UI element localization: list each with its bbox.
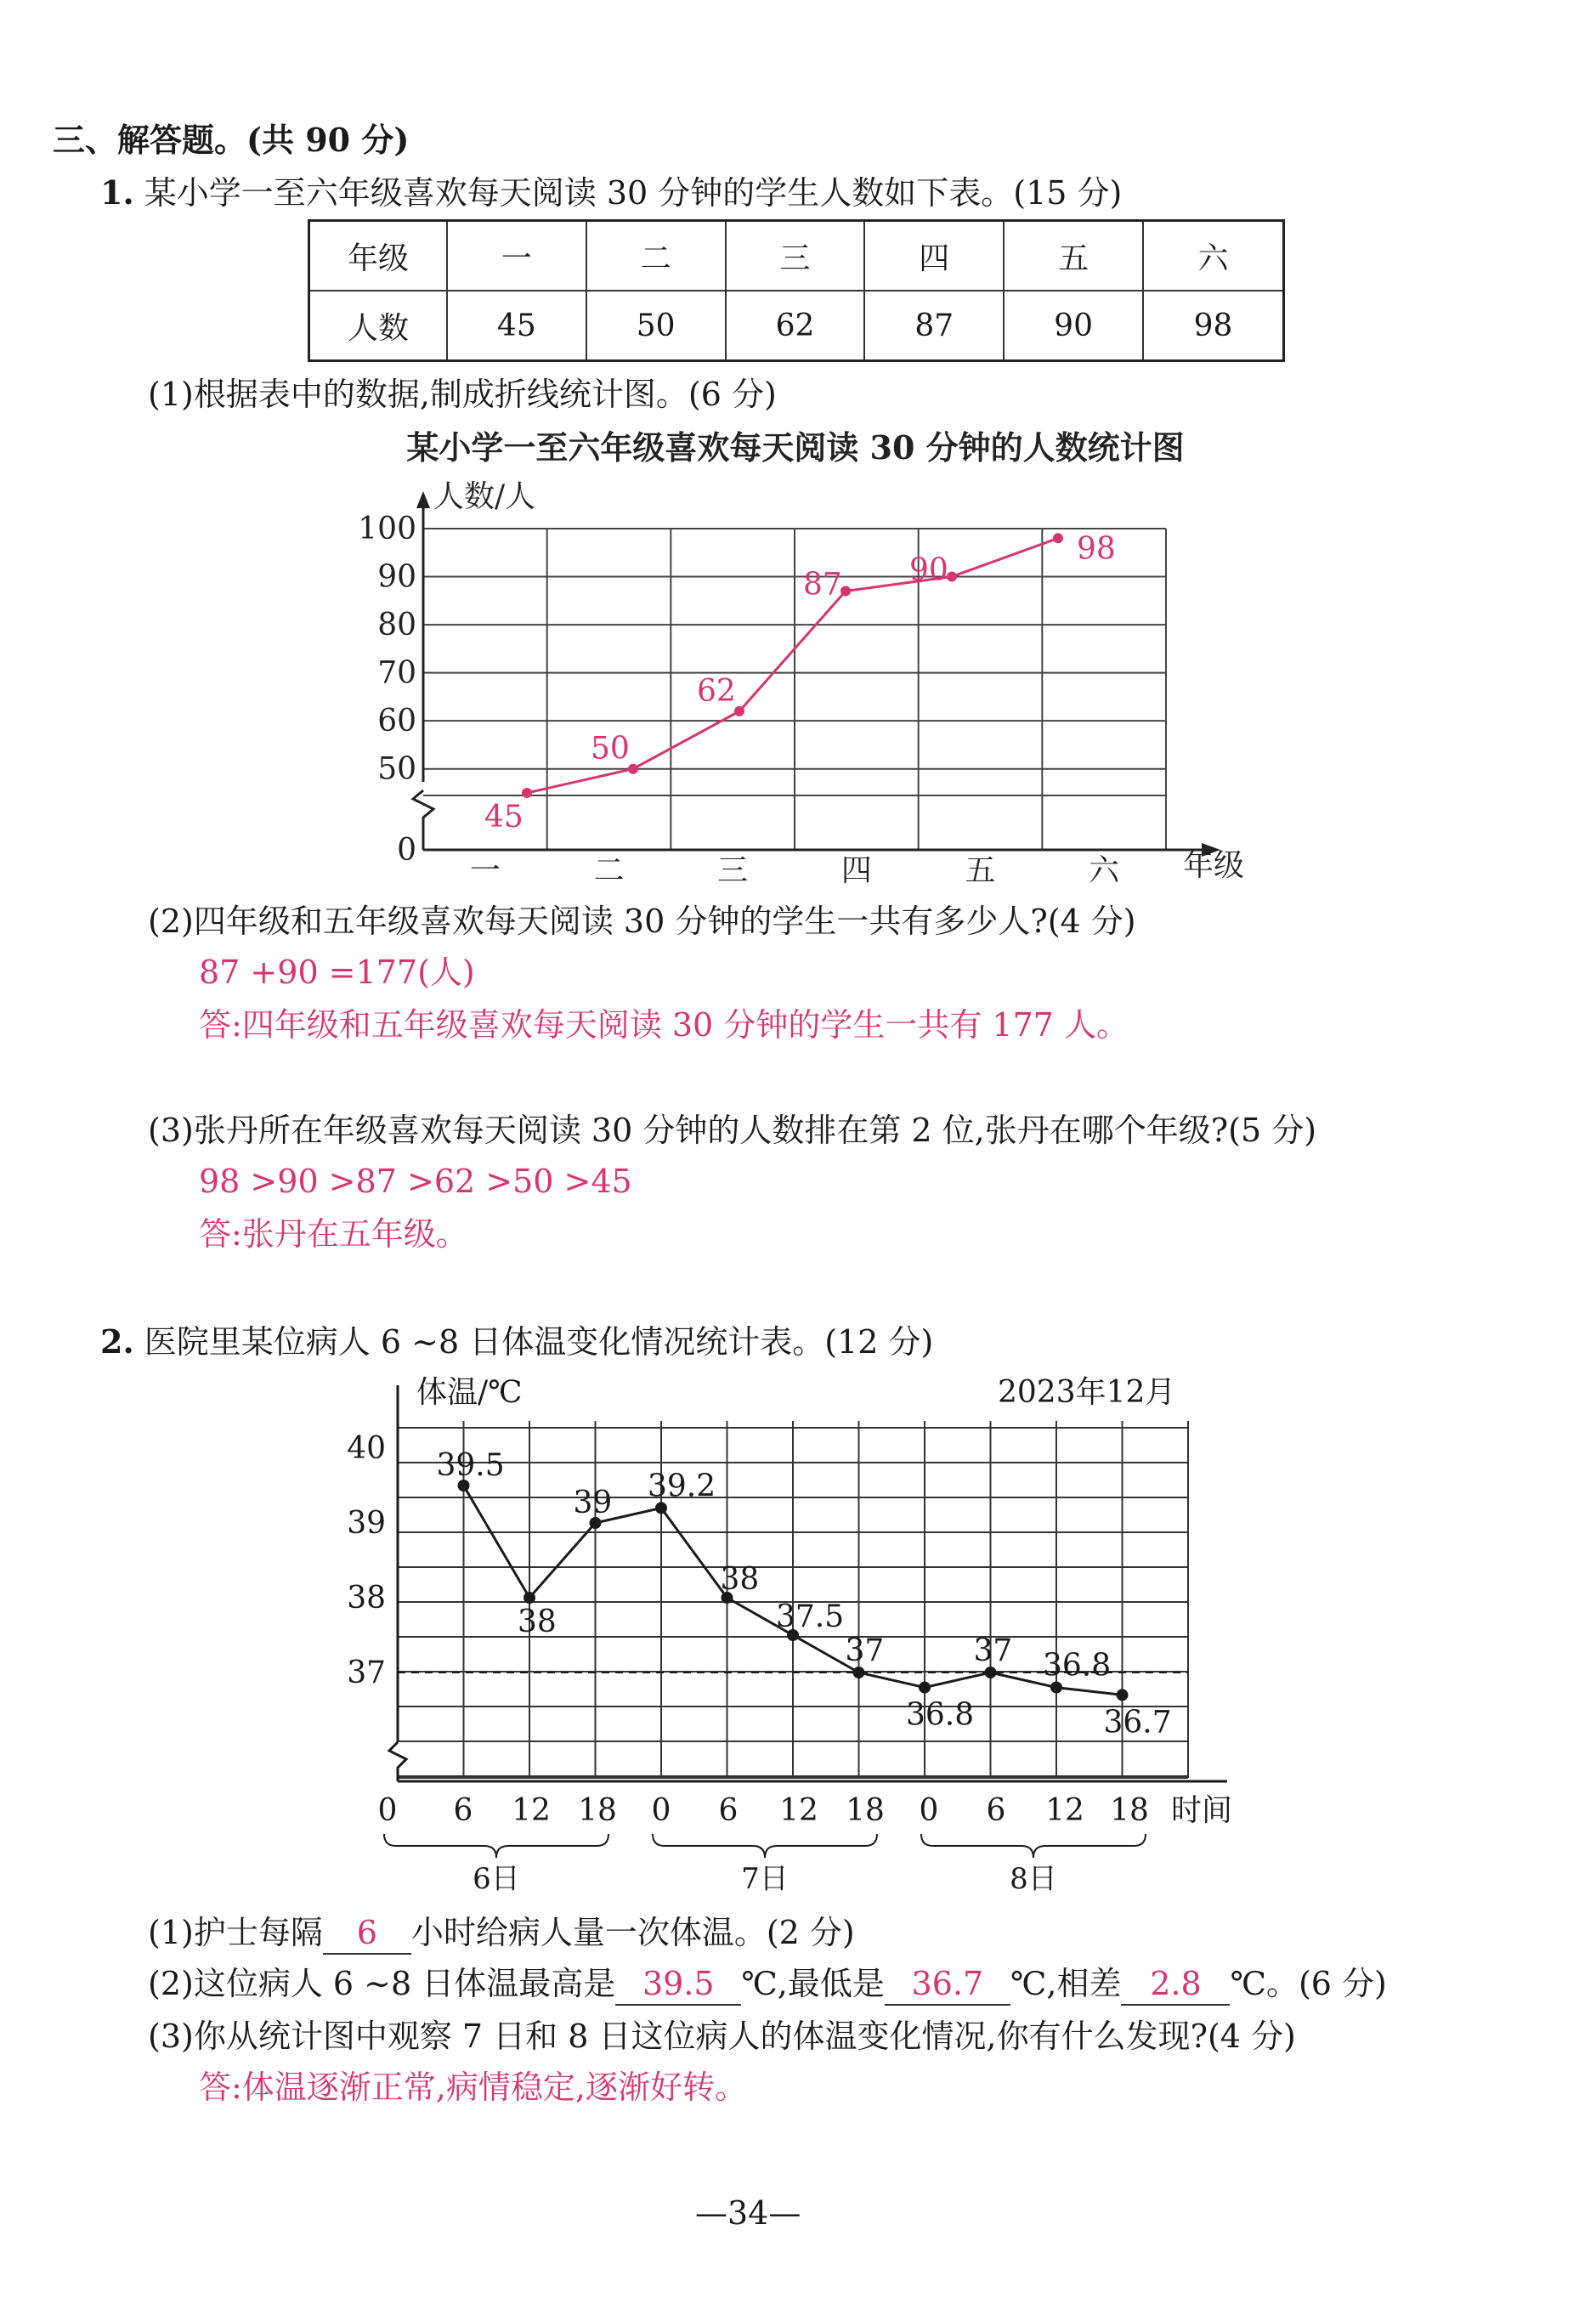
x-axis-label: 时间 [1171,1793,1233,1828]
data-label: 38 [720,1562,760,1597]
q2-sub2-mid2: ℃,相差 [1010,1965,1122,2002]
q2-sub1-prefix: (1)护士每隔 [148,1914,323,1951]
data-point [919,1682,931,1694]
data-point [655,1502,667,1514]
y-tick-label: 80 [377,608,416,643]
q1-sub3-answer: 答:张丹在五年级。 [199,1215,468,1253]
table-header-count: 人数 [309,291,448,361]
day-label: 8日 [1010,1862,1057,1896]
table-header-grade: 年级 [309,221,448,291]
table-cell: 二 [586,221,726,291]
x-tick-label: 六 [1089,853,1120,888]
chart-title: 某小学一至六年级喜欢每天阅读 30 分钟的人数统计图 [406,428,1185,467]
data-label: 62 [697,673,736,709]
x-tick-label: 0 [651,1793,671,1828]
y-tick-label: 0 [397,833,416,868]
data-label: 98 [1077,531,1116,567]
day-label: 6日 [473,1862,520,1896]
x-tick-label: 18 [846,1793,885,1828]
table-cell: 一 [447,221,586,291]
data-point [1117,1689,1129,1701]
day-brace [653,1834,877,1858]
q1-sub2-answer: 答:四年级和五年级喜欢每天阅读 30 分钟的学生一共有 177 人。 [199,1006,1129,1044]
x-tick-label: 6 [986,1793,1006,1828]
q2-sub2-mid1: ℃,最低是 [741,1965,885,2002]
page-number: —34— [695,2194,801,2232]
q1-number: 1. [100,173,134,212]
x-tick-label: 6 [718,1793,739,1828]
q1-sub2: (2)四年级和五年级喜欢每天阅读 30 分钟的学生一共有多少人?(4 分) [148,903,1136,940]
y-axis-label: 体温/℃ [416,1375,523,1410]
y-tick-label: 40 [347,1431,386,1466]
y-tick-label: 38 [347,1581,386,1616]
x-tick-label: 四 [840,853,872,888]
section-title-text: 三、解答题。 [53,121,247,159]
day-brace [921,1834,1146,1858]
data-label: 36.8 [906,1697,975,1733]
table-cell: 六 [1143,221,1284,291]
table-cell: 90 [1004,291,1143,361]
table-cell: 三 [726,221,865,291]
x-tick-label: 12 [512,1793,551,1828]
q2-sub1 [148,1914,855,1955]
data-point [985,1667,997,1678]
q2-number: 2. [100,1322,134,1361]
q1-text: 某小学一至六年级喜欢每天阅读 30 分钟的学生人数如下表。(15 分) [144,174,1123,212]
x-tick-label: 12 [779,1793,818,1828]
data-label: 39.2 [648,1469,716,1504]
x-tick-label: 18 [578,1793,617,1828]
q1-sub3: (3)张丹所在年级喜欢每天阅读 30 分钟的人数排在第 2 位,张丹在哪个年级?(5 分) [148,1112,1317,1149]
x-tick-label: 五 [965,853,996,888]
q2-sub2-blank-diff: 2.8 [1121,1965,1230,2006]
q2-sub2-prefix: (2)这位病人 6 ~8 日体温最高是 [148,1965,616,2002]
q1-sub2-calc: 87 +90 =177(人) [199,954,475,991]
y-tick-label: 37 [347,1656,386,1690]
x-tick-label: 0 [377,1793,398,1828]
q2-sub2-blank-max: 39.5 [615,1965,741,2006]
data-label: 39.5 [436,1448,505,1483]
data-label: 36.8 [1043,1648,1112,1684]
q1-sub3-calc: 98 >90 >87 >62 >50 >45 [199,1163,632,1200]
x-tick-label: 18 [1110,1793,1149,1828]
data-label: 37 [973,1633,1013,1668]
q2-sub2 [148,1965,1387,2006]
data-label: 90 [909,552,948,588]
table-cell: 四 [864,221,1004,291]
q2-sub3-answer: 答:体温逐渐正常,病情稳定,逐渐好转。 [199,2069,747,2106]
data-label: 39 [573,1486,613,1520]
day-brace [384,1834,608,1858]
table-cell: 45 [447,291,586,361]
date-note: 2023年12月 [998,1375,1176,1410]
q2-sub1-suffix: 小时给病人量一次体温。(2 分) [410,1914,855,1951]
x-tick-label: 0 [919,1793,939,1828]
q2-sub2-blank-min: 36.7 [885,1965,1010,2006]
table-cell: 五 [1004,221,1143,291]
data-label: 45 [484,800,524,835]
table-cell: 87 [864,291,1004,361]
data-point [1050,1682,1062,1694]
q2-sub2-suffix: ℃。(6 分) [1230,1965,1387,2002]
data-label: 87 [803,567,842,603]
y-tick-label: 100 [358,512,416,546]
table-cell: 62 [726,291,865,361]
x-tick-label: 一 [469,853,501,888]
data-label: 36.7 [1103,1705,1172,1740]
table-cell: 50 [586,291,726,361]
data-point [853,1667,865,1678]
q2-text: 医院里某位病人 6 ~8 日体温变化情况统计表。(12 分) [144,1323,934,1361]
data-point [524,1592,535,1604]
x-tick-label: 二 [593,853,625,888]
y-tick-label: 90 [377,559,416,595]
data-label: 37 [845,1633,885,1668]
table-cell: 98 [1143,291,1284,361]
x-axis-label: 年级 [1183,848,1245,883]
day-label: 7日 [741,1862,789,1896]
q2-sub1-blank: 6 [323,1914,411,1955]
y-tick-label: 70 [377,655,416,691]
y-tick-label: 60 [377,704,416,739]
data-label: 50 [591,731,630,767]
y-tick-label: 50 [377,751,416,787]
q2-sub3: (3)你从统计图中观察 7 日和 8 日这位病人的体温变化情况,你有什么发现?(4 分) [148,2018,1296,2055]
x-tick-label: 6 [453,1793,473,1828]
section-points: (共 90 分) [246,121,410,159]
data-label: 38 [518,1605,557,1639]
q1-sub1: (1)根据表中的数据,制成折线统计图。(6 分) [148,376,777,413]
y-axis-label: 人数/人 [433,479,536,514]
x-tick-label: 三 [717,853,749,888]
x-tick-label: 12 [1045,1793,1084,1828]
y-tick-label: 39 [347,1506,386,1541]
data-label: 37.5 [776,1599,845,1634]
